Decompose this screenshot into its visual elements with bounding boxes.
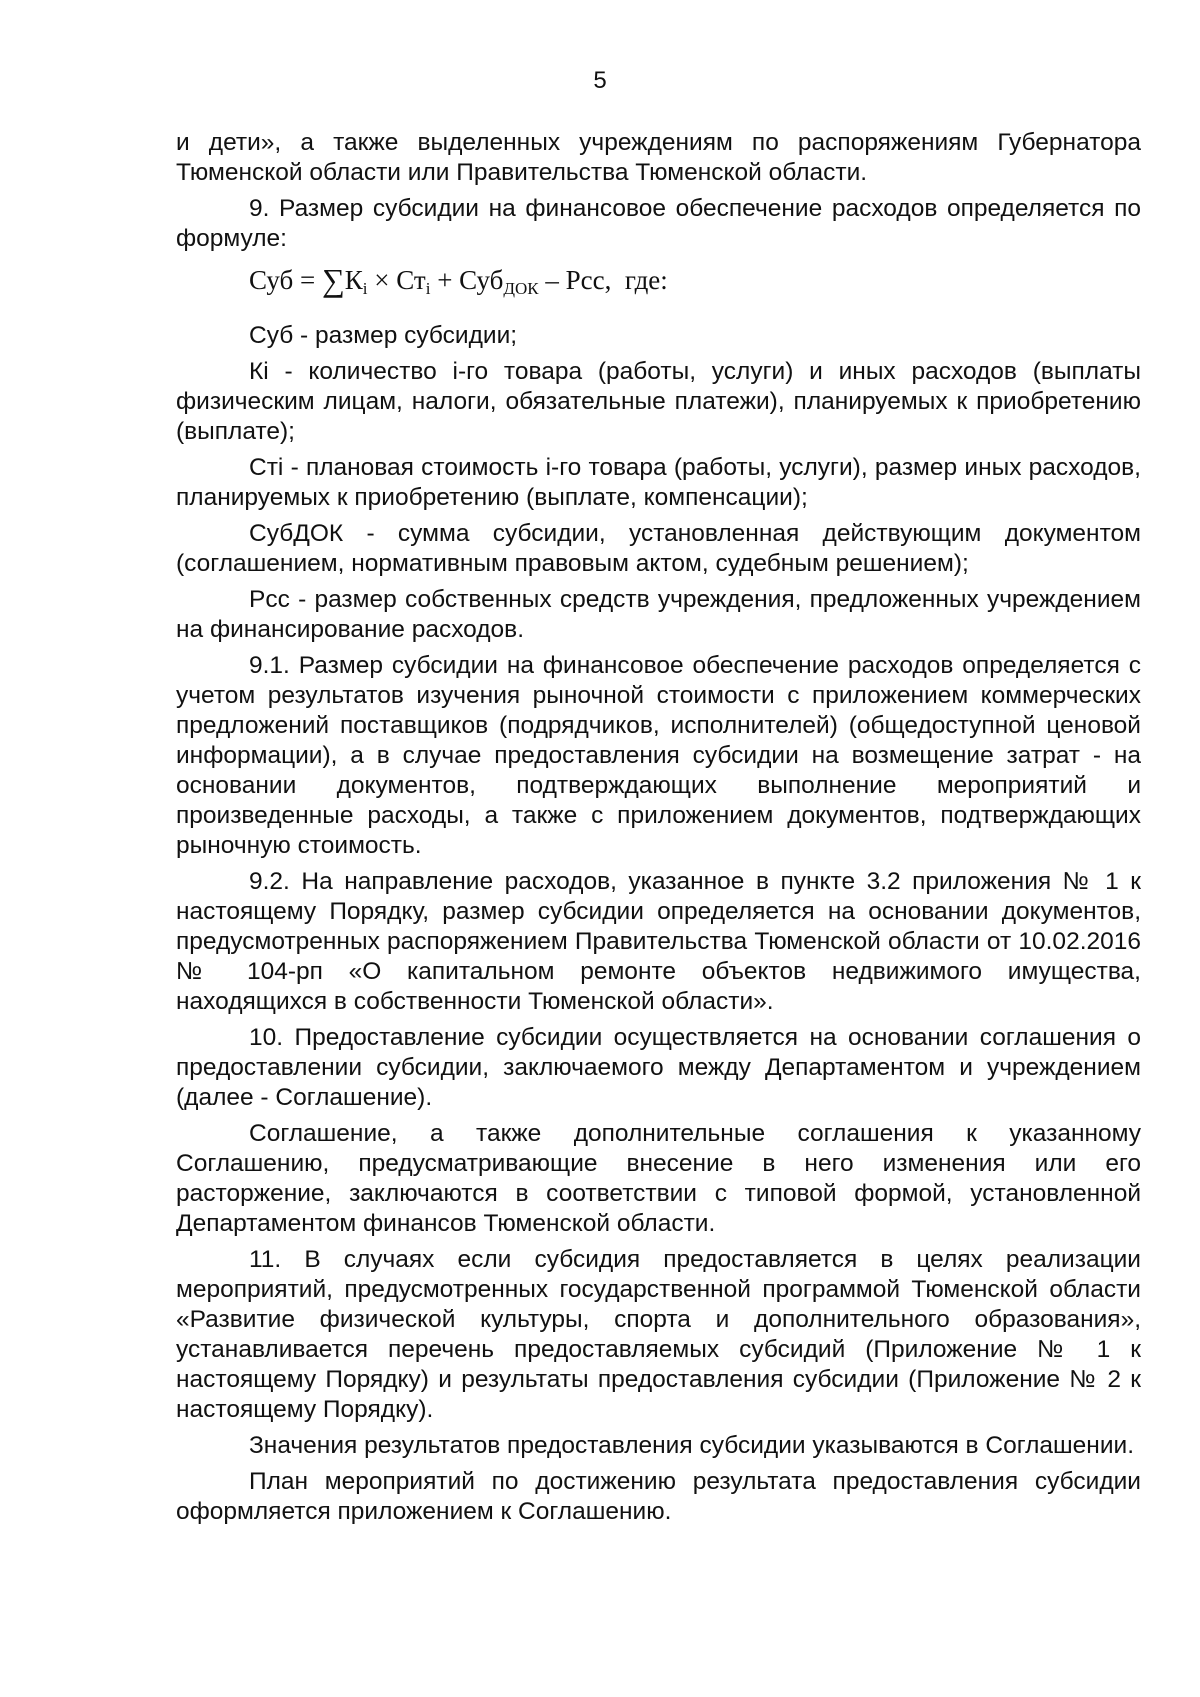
page-number: 5: [593, 67, 607, 94]
paragraph-continuation: и дети», а также выделенных учреждениям по распоряжениям Губернатора Тюменской области или Правительства Тюменской области.: [176, 129, 1141, 186]
formula-sub-doc: Суб: [459, 265, 504, 295]
formula-k: К: [344, 265, 363, 295]
formula-where: где:: [624, 265, 668, 295]
formula-plus: +: [437, 265, 453, 295]
formula-pcc: Рсс,: [565, 265, 612, 295]
paragraph-9: 9. Размер субсидии на финансовое обеспечение расходов определяется по формуле:: [176, 195, 1141, 252]
paragraph-10: 10. Предоставление субсидии осуществляется на основании соглашения о предоставлении субсидии, заключаемого между Департаментом и учреждением (далее - Соглашение).: [176, 1024, 1141, 1111]
formula-times: ×: [374, 265, 390, 295]
definition-ki: Кi - количество i-го товара (работы, услуги) и иных расходов (выплаты физическим лицам, налоги, обязательные платежи), планируемых к приобретению (выплате);: [176, 358, 1141, 445]
paragraph-9-1: 9.1. Размер субсидии на финансовое обеспечение расходов определяется с учетом результатов изучения рыночной стоимости с приложением коммерческих предложений поставщиков (подрядчиков, исполнителей) (общедоступной ценовой информации), а в случае предоставления субсидии на возмещение затрат - на основании документов, подтверждающих выполнение мероприятий и произведенные расходы, а также с приложением документов, подтверждающих рыночную стоимость.: [176, 652, 1141, 859]
formula-lhs: Суб: [249, 265, 294, 295]
formula-minus: –: [545, 265, 559, 295]
paragraph-agreement: Соглашение, а также дополнительные соглашения к указанному Соглашению, предусматривающие внесение в него изменения или его расторжение, заключаются в соответствии с типовой формой, установленной Департаментом финансов Тюменской области.: [176, 1120, 1141, 1237]
definition-pcc: Рсс - размер собственных средств учреждения, предложенных учреждением на финансирование расходов.: [176, 586, 1141, 643]
paragraph-11: 11. В случаях если субсидия предоставляется в целях реализации мероприятий, предусмотренных государственной программой Тюменской области «Развитие физической культуры, спорта и дополнительного образования», устанавливается перечень предоставляемых субсидий (Приложение № 1 к настоящему Порядку) и результаты предоставления субсидии (Приложение № 2 к настоящему Порядку).: [176, 1246, 1141, 1423]
paragraph-plan: План мероприятий по достижению результата предоставления субсидии оформляется приложением к Соглашению.: [176, 1468, 1141, 1525]
document-body: [176, 128, 1141, 1533]
definition-cti: Стi - плановая стоимость i-го товара (работы, услуги), размер иных расходов, планируемых к приобретению (выплате, компенсации);: [176, 454, 1141, 511]
formula-equals: =: [299, 265, 316, 295]
formula-k-index: i: [362, 279, 368, 298]
formula-ct: Ст: [396, 265, 426, 295]
paragraph-9-2: 9.2. На направление расходов, указанное в пункте 3.2 приложения № 1 к настоящему Порядку, размер субсидии определяется на основании документов, предусмотренных распоряжением Правительства Тюменской области от 10.02.2016 № 104-рп «О капитальном ремонте объектов недвижимого имущества, находящихся в собственности Тюменской области».: [176, 868, 1141, 1015]
formula-sub-doc-index: ДОК: [503, 279, 539, 298]
definition-sub: Суб - размер субсидии;: [249, 322, 518, 349]
formula-sum-sign: ∑: [321, 262, 345, 298]
formula-ct-index: i: [425, 279, 431, 298]
definition-subdok: СубДОК - сумма субсидии, установленная действующим документом (соглашением, нормативным правовым актом, судебным решением);: [176, 520, 1141, 577]
subsidy-formula: [249, 260, 1141, 309]
paragraph-results: Значения результатов предоставления субсидии указываются в Соглашении.: [249, 1432, 1135, 1459]
